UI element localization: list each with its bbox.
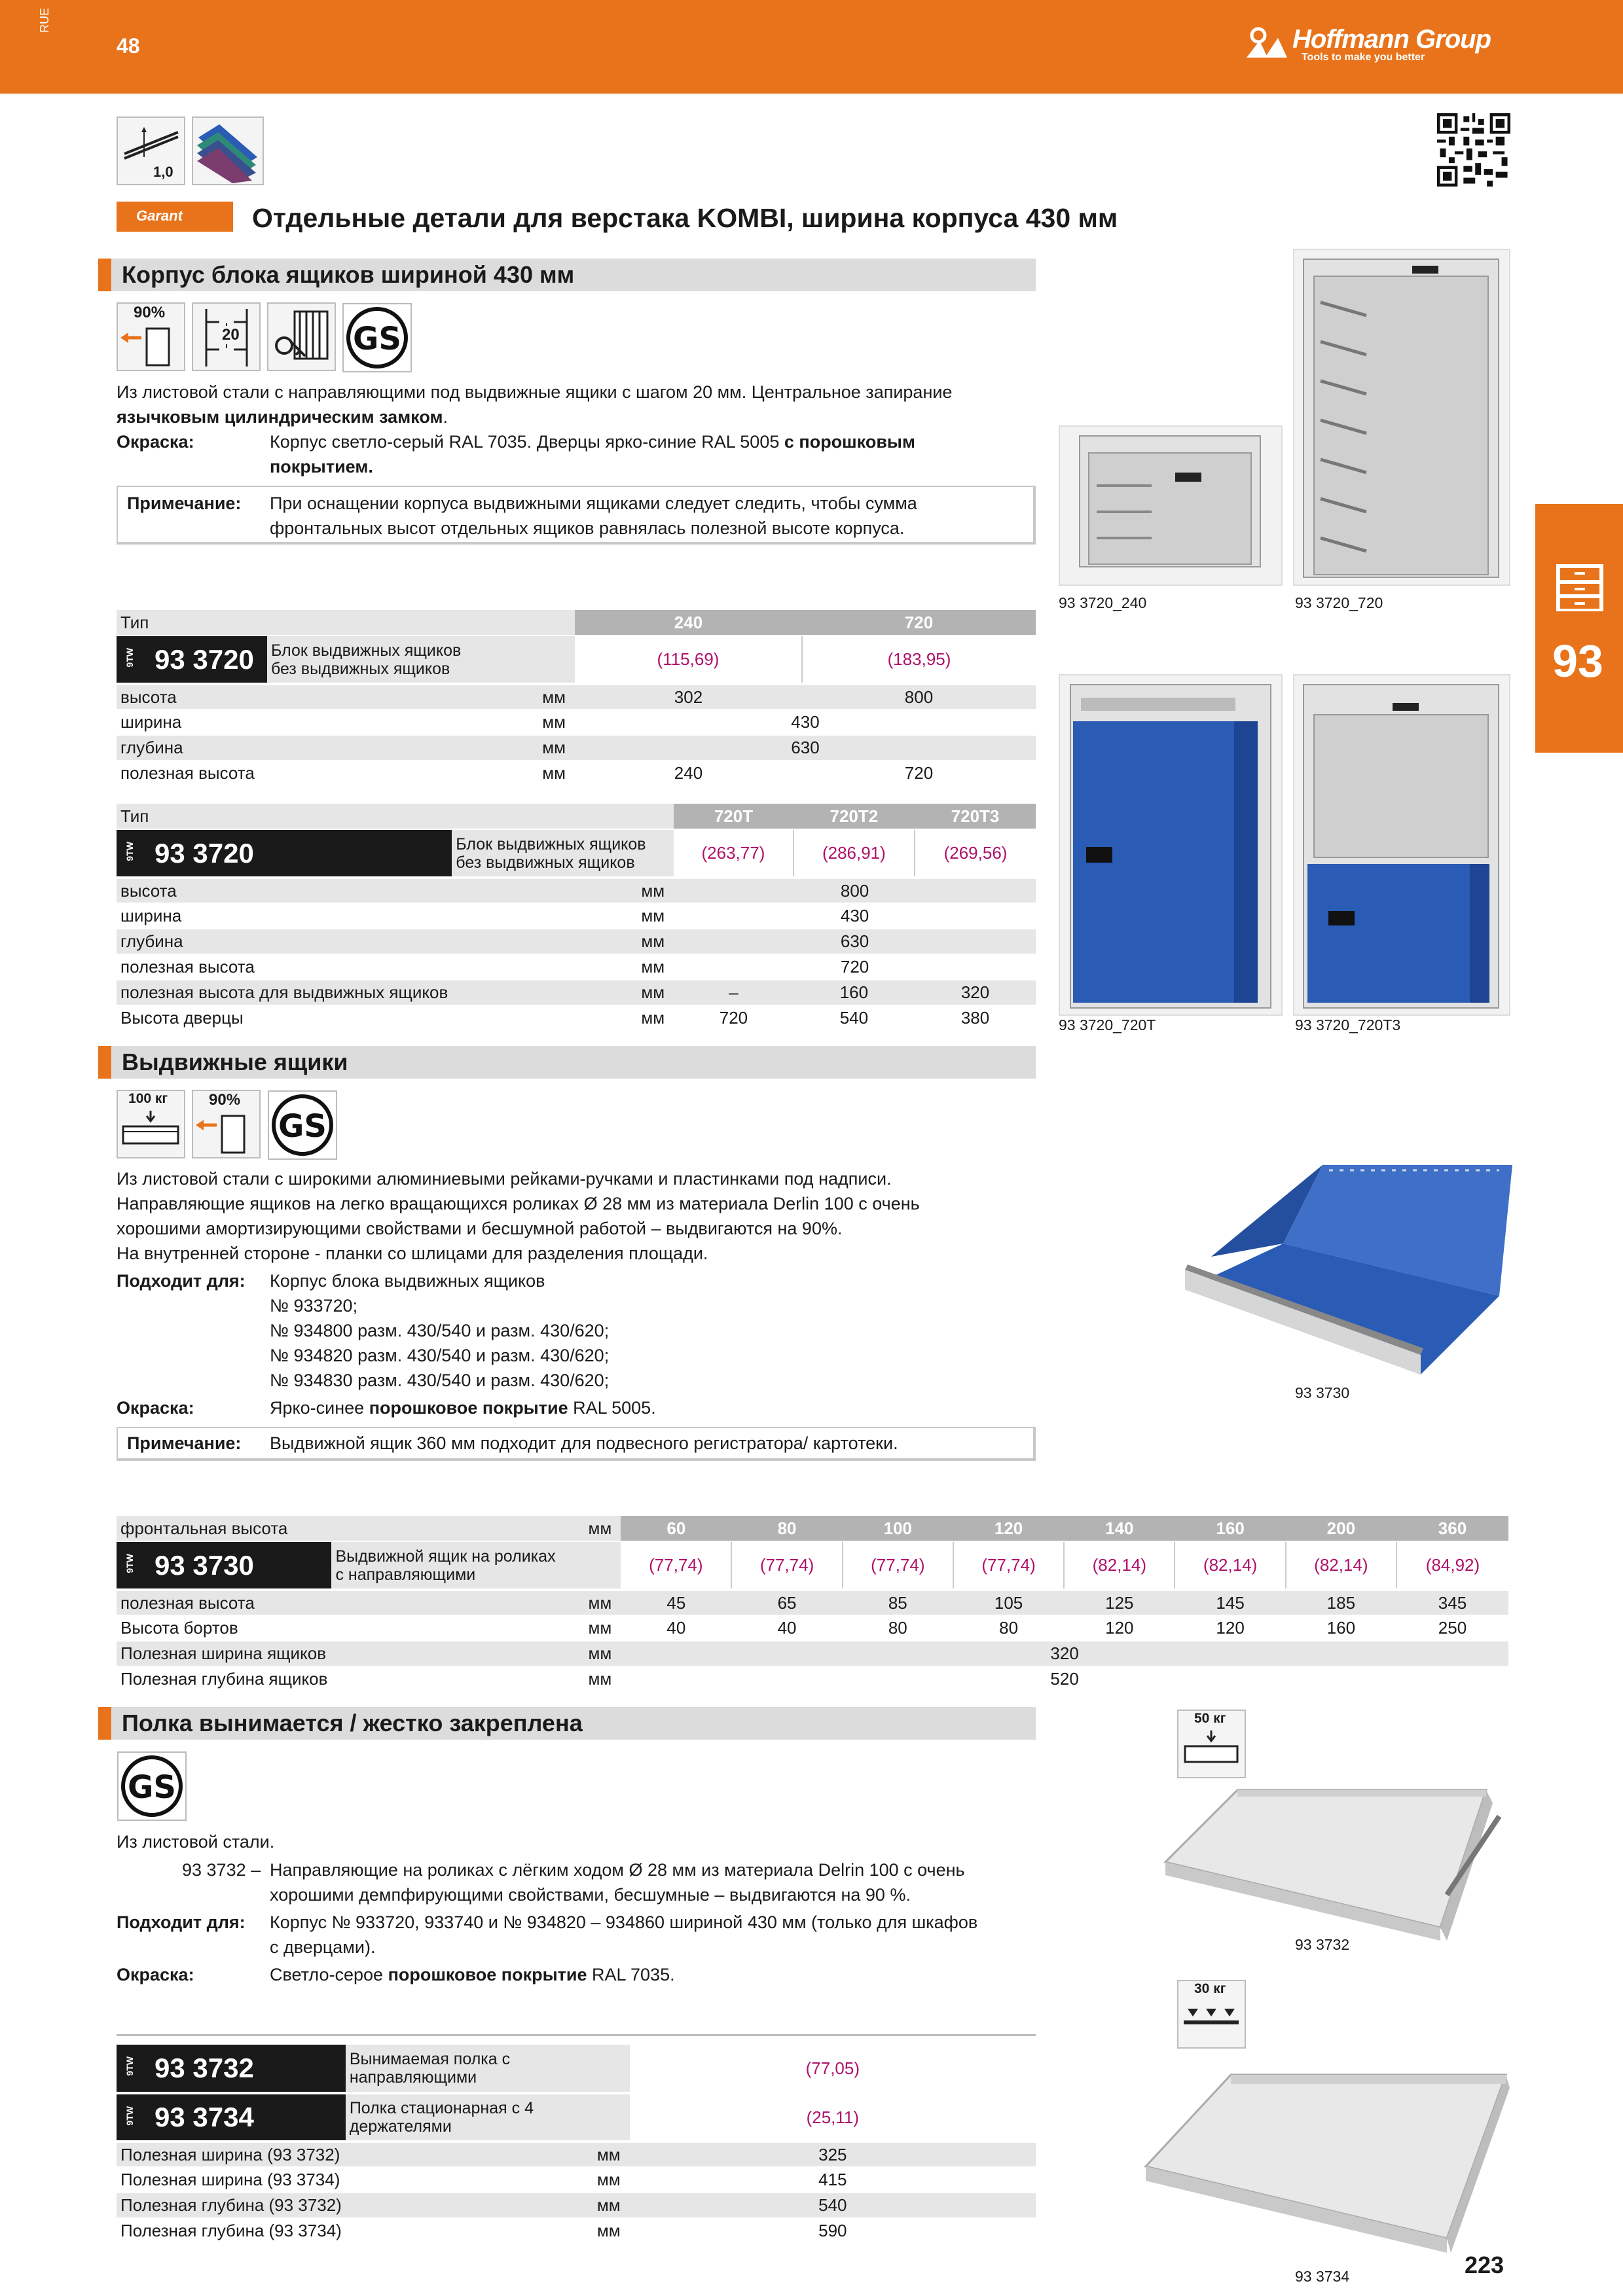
- col-header: 120: [953, 1516, 1064, 1541]
- cell-value: 345: [1396, 1590, 1508, 1615]
- cell-value: 430: [575, 709, 1036, 735]
- row-label: высота: [117, 878, 452, 903]
- central-lock-icon: [268, 304, 335, 370]
- section-heading-drawers: Выдвижные ящики: [98, 1046, 1036, 1079]
- shelves-item-line: хорошими демпфирующими свойствами, бесшумные – выдвигаются на 90 %.: [270, 1885, 911, 1905]
- cell-value: 325: [630, 2142, 1036, 2167]
- article-number[interactable]: 9TW 93 3720: [117, 829, 452, 878]
- cell-value: 80: [953, 1615, 1064, 1641]
- cell-value: 250: [1396, 1615, 1508, 1641]
- shelves-fits-line: Корпус № 933720, 933740 и № 934820 – 934860 шириной 430 мм (только для шкафов: [270, 1912, 978, 1932]
- svg-text:GS: GS: [353, 321, 401, 357]
- row-label: ширина: [117, 903, 452, 929]
- gs-safety-badge-2: [267, 1090, 338, 1160]
- row-unit: мм: [452, 903, 674, 929]
- cell-value: 160: [793, 980, 915, 1005]
- housing-table-2: [117, 804, 1036, 1031]
- cell-value: 630: [575, 735, 1036, 761]
- housing-paint-text: [270, 429, 1042, 479]
- cell-value: 720: [674, 954, 1036, 980]
- cell-value: 145: [1175, 1590, 1285, 1615]
- housing-desc-line2: язычковым цилиндрическим замком: [117, 407, 443, 427]
- load-value: 30 кг: [1194, 1981, 1226, 1996]
- central-lock-badge: [267, 302, 336, 371]
- load-50kg-badge: [1177, 1710, 1246, 1778]
- price-cell: (77,74): [731, 1541, 842, 1590]
- drawers-table: [117, 1516, 1508, 1693]
- language-code: RUE: [38, 7, 51, 33]
- footer-page-number: 223: [1465, 2251, 1504, 2278]
- housing-note-line2: фронтальных высот отдельных ящиков равнялась полезной высоте корпуса.: [270, 518, 905, 538]
- price-cell: (84,92): [1396, 1541, 1508, 1590]
- image-caption-720T: 93 3720_720T: [1059, 1016, 1156, 1033]
- housing-note-text: [270, 491, 917, 541]
- row-label: полезная высота: [117, 1590, 331, 1615]
- col-header: 200: [1286, 1516, 1396, 1541]
- cell-value: 320: [621, 1641, 1508, 1666]
- hoffmann-logo-icon: [1244, 26, 1290, 59]
- drawers-note-box: [117, 1427, 1036, 1461]
- cell-value: 185: [1286, 1590, 1396, 1615]
- price-cell: (77,74): [953, 1541, 1064, 1590]
- article-number[interactable]: 9TW 93 3732: [117, 2045, 346, 2093]
- article-description: Вынимаемая полка с направляющими: [346, 2045, 630, 2093]
- shelves-item-line: Направляющие на роликах с лёгким ходом Ø 28 мм из материала Delrin 100 с очень: [270, 1860, 965, 1880]
- col-header-720T3: 720T3: [915, 804, 1036, 829]
- col-header: 160: [1175, 1516, 1285, 1541]
- section-heading-shelves: Полка вынимается / жестко закреплена: [98, 1707, 1036, 1740]
- cell-value: 720: [674, 1005, 793, 1031]
- qr-code-icon[interactable]: [1437, 113, 1510, 187]
- row-unit: мм: [452, 929, 674, 954]
- col-header-720: 720: [802, 610, 1036, 636]
- cell-value: 120: [1175, 1615, 1285, 1641]
- cell-value: 125: [1064, 1590, 1175, 1615]
- price-cell: (82,14): [1064, 1541, 1175, 1590]
- extension-90-badge-2: [192, 1090, 261, 1158]
- drawers-note-text: Выдвижной ящик 360 мм подходит для подвесного регистратора/ картотеки.: [270, 1433, 898, 1453]
- article-number[interactable]: 9TW 93 3730: [117, 1541, 331, 1590]
- housing-note-line1: При оснащении корпуса выдвижными ящиками следует следить, чтобы сумма: [270, 493, 917, 513]
- pitch-value: 20: [222, 326, 240, 344]
- cell-value: 380: [915, 1005, 1036, 1031]
- article-description: Выдвижной ящик на роликах с направляющими: [331, 1541, 621, 1590]
- price-cell: (82,14): [1286, 1541, 1396, 1590]
- article-number[interactable]: 9TW 93 3734: [117, 2093, 346, 2142]
- price-720T3: (269,56): [915, 829, 1036, 878]
- cell-value: 720: [802, 761, 1036, 786]
- paint-pre: Ярко-синее: [270, 1398, 365, 1418]
- front-height-unit: мм: [331, 1516, 621, 1541]
- row-unit: мм: [346, 2167, 630, 2193]
- cell-value: –: [674, 980, 793, 1005]
- cell-value: 540: [793, 1005, 915, 1031]
- drawers-desc-line: На внутренней стороне - планки со шлицами для разделения площади.: [117, 1244, 708, 1263]
- sheet-thickness-icon: [118, 118, 184, 164]
- image-caption-shelf-3732: 93 3732: [1295, 1936, 1350, 1953]
- cell-value: 240: [575, 761, 802, 786]
- drawer-housing-240-image: [1060, 427, 1281, 584]
- svg-text:GS: GS: [278, 1108, 327, 1145]
- cell-value: 630: [674, 929, 1036, 954]
- row-label: Полезная глубина (93 3734): [117, 2218, 346, 2244]
- product-image-shelf-3734[interactable]: [1139, 2062, 1512, 2258]
- drawers-note-label: Примечание:: [127, 1433, 242, 1453]
- fits-item: Корпус блока выдвижных ящиков: [270, 1271, 545, 1291]
- col-header: 140: [1064, 1516, 1175, 1541]
- cell-value: 590: [630, 2218, 1036, 2244]
- cell-value: 800: [674, 878, 1036, 903]
- gs-safety-badge-3: [117, 1751, 187, 1821]
- page-title: Отдельные детали для верстака KOMBI, ширина корпуса 430 мм: [252, 203, 1118, 233]
- col-header-720T2: 720T2: [793, 804, 915, 829]
- fits-item: № 933720;: [270, 1296, 358, 1316]
- price-240: (115,69): [575, 636, 802, 684]
- housing-description: [117, 380, 1046, 429]
- cell-value: 40: [731, 1615, 842, 1641]
- garant-badge: Garant: [117, 202, 233, 232]
- product-image-240[interactable]: [1059, 425, 1283, 586]
- drawers-paint-text: [270, 1395, 656, 1420]
- row-unit: мм: [346, 2142, 630, 2167]
- housing-note-label: Примечание:: [127, 493, 242, 513]
- row-unit: мм: [331, 1666, 621, 1692]
- row-unit: мм: [452, 1005, 674, 1031]
- row-label: Полезная ширина (93 3732): [117, 2142, 346, 2167]
- drawers-description: [117, 1166, 1046, 1266]
- paint-bold: порошковое покрытие: [388, 1965, 587, 1984]
- cell-value: 415: [630, 2167, 1036, 2193]
- paint-pre: Светло-серое: [270, 1965, 384, 1984]
- drawers-desc-line: Из листовой стали с широкими алюминиевыми рейками-ручками и пластинками под надписи.: [117, 1169, 892, 1189]
- load-100kg-badge: [117, 1090, 185, 1158]
- drawer-housing-720T3-image: [1294, 675, 1509, 1014]
- row-label: Полезная ширина ящиков: [117, 1641, 331, 1666]
- row-label: глубина: [117, 929, 452, 954]
- sheet-thickness-badge: [117, 117, 185, 185]
- row-label: полезная высота для выдвижных ящиков: [117, 980, 452, 1005]
- pitch-20-badge: [192, 302, 261, 371]
- paint-post: RAL 5005.: [573, 1398, 656, 1418]
- article-description: Полка стационарная с 4 держателями: [346, 2093, 630, 2142]
- front-height-label: фронтальная высота: [117, 1516, 331, 1541]
- col-header: 80: [731, 1516, 842, 1541]
- shelves-desc: Из листовой стали.: [117, 1832, 275, 1852]
- extension-percent: 90%: [134, 304, 166, 321]
- load-30kg-badge: [1177, 1980, 1246, 2049]
- chapter-number: 93: [1552, 636, 1603, 687]
- article-description: Блок выдвижных ящиков без выдвижных ящиков: [267, 636, 575, 684]
- table-divider: [117, 2034, 1036, 2036]
- article-number[interactable]: 9TW 93 3720: [117, 636, 267, 684]
- typ-label: Тип: [117, 610, 575, 636]
- row-unit: мм: [346, 2193, 630, 2218]
- product-image-drawer[interactable]: [1172, 1158, 1512, 1384]
- cell-value: 800: [802, 684, 1036, 709]
- shelves-fits-label: Подходит для:: [117, 1912, 246, 1932]
- price-720T2: (286,91): [793, 829, 915, 878]
- housing-desc-line2-end: .: [443, 407, 448, 427]
- gs-certification-icon: [117, 1751, 187, 1821]
- row-unit: мм: [267, 735, 575, 761]
- shelves-item-text: [270, 1857, 1042, 1907]
- gs-certification-icon: [267, 1090, 338, 1160]
- drawer-housing-720-image: [1294, 250, 1509, 584]
- shelves-fits-line: с дверцами).: [270, 1937, 376, 1957]
- fits-item: № 934800 разм. 430/540 и разм. 430/620;: [270, 1321, 610, 1340]
- row-unit: мм: [452, 980, 674, 1005]
- image-caption-720T3: 93 3720_720T3: [1295, 1016, 1401, 1033]
- color-swatches: [192, 117, 264, 185]
- housing-table-1: [117, 610, 1036, 787]
- cell-value: 120: [1064, 1615, 1175, 1641]
- drawer-image: [1172, 1158, 1512, 1384]
- price-720: (183,95): [802, 636, 1036, 684]
- price-3732: (77,05): [630, 2045, 1036, 2093]
- row-unit: мм: [267, 761, 575, 786]
- fits-item: № 934820 разм. 430/540 и разм. 430/620;: [270, 1346, 610, 1365]
- row-label: высота: [117, 684, 267, 709]
- row-unit: мм: [267, 709, 575, 735]
- article-description: Блок выдвижных ящиков без выдвижных ящиков: [452, 829, 674, 878]
- drawers-paint-label: Окраска:: [117, 1398, 194, 1418]
- col-header: 100: [843, 1516, 953, 1541]
- price-cell: (82,14): [1175, 1541, 1285, 1590]
- drawer-cabinet-icon: [1554, 562, 1606, 614]
- brand-name: Hoffmann Group: [1292, 25, 1491, 54]
- housing-paint-label: Окраска:: [117, 432, 194, 452]
- shelves-item-number: 93 3732 –: [182, 1860, 261, 1880]
- image-caption-drawer: 93 3730: [1295, 1384, 1350, 1401]
- shelves-paint-label: Окраска:: [117, 1965, 194, 1984]
- drawer-housing-720T-image: [1060, 675, 1281, 1014]
- shelves-fits-text: [270, 1910, 1042, 1960]
- price-720T: (263,77): [674, 829, 793, 878]
- fits-item: № 934830 разм. 430/540 и разм. 430/620;: [270, 1371, 610, 1390]
- row-label: ширина: [117, 709, 267, 735]
- row-unit: мм: [452, 878, 674, 903]
- gs-safety-badge: [342, 302, 412, 373]
- row-unit: мм: [331, 1641, 621, 1666]
- row-label: полезная высота: [117, 954, 452, 980]
- cell-value: 105: [953, 1590, 1064, 1615]
- cell-value: 160: [1286, 1615, 1396, 1641]
- row-unit: мм: [267, 684, 575, 709]
- housing-paint-plain: Корпус светло-серый RAL 7035. Дверцы ярко-синие RAL 5005: [270, 432, 780, 452]
- price-3734: (25,11): [630, 2093, 1036, 2142]
- paint-bold: порошковое покрытие: [369, 1398, 568, 1418]
- cell-value: 65: [731, 1590, 842, 1615]
- cell-value: 40: [621, 1615, 731, 1641]
- row-label: Высота бортов: [117, 1615, 331, 1641]
- color-swatch-icon: [193, 118, 263, 184]
- cell-value: 80: [843, 1615, 953, 1641]
- chapter-tab[interactable]: [1535, 504, 1623, 753]
- image-caption-240: 93 3720_240: [1059, 594, 1147, 611]
- pull-out-shelf-image: [1159, 1777, 1512, 1944]
- drawers-desc-line: Направляющие ящиков на легко вращающихся роликах Ø 28 мм из материала Derlin 100 с очень: [117, 1194, 920, 1213]
- paint-post: RAL 7035.: [592, 1965, 675, 1984]
- row-label: полезная высота: [117, 761, 267, 786]
- drawers-desc-line: хорошими амортизирующими свойствами и бесшумной работой – выдвигаются на 90%.: [117, 1219, 843, 1238]
- price-cell: (77,74): [621, 1541, 731, 1590]
- cell-value: 430: [674, 903, 1036, 929]
- thickness-label: 1,0: [153, 164, 173, 180]
- row-unit: мм: [346, 2218, 630, 2244]
- shelves-paint-text: [270, 1962, 675, 1987]
- cell-value: 45: [621, 1590, 731, 1615]
- drawers-fits-label: Подходит для:: [117, 1271, 246, 1291]
- cell-value: 302: [575, 684, 802, 709]
- housing-paint-bold2: покрытием.: [270, 457, 373, 476]
- row-unit: мм: [331, 1590, 621, 1615]
- image-caption-720: 93 3720_720: [1295, 594, 1383, 611]
- col-header: 60: [621, 1516, 731, 1541]
- shelves-table: [117, 2045, 1036, 2244]
- col-header-720T: 720T: [674, 804, 793, 829]
- svg-text:GS: GS: [128, 1769, 176, 1806]
- housing-desc-line1: Из листовой стали с направляющими под выдвижные ящики с шагом 20 мм. Центральное запирание: [117, 382, 953, 402]
- cell-value: 85: [843, 1590, 953, 1615]
- brand-tagline: Tools to make you better: [1302, 52, 1425, 63]
- row-label: Полезная глубина (93 3732): [117, 2193, 346, 2218]
- header-page-number: 48: [117, 34, 140, 58]
- extension-percent: 90%: [209, 1091, 241, 1109]
- cell-value: 520: [621, 1666, 1508, 1692]
- row-unit: мм: [331, 1615, 621, 1641]
- image-caption-shelf-3734: 93 3734: [1295, 2268, 1350, 2285]
- product-image-720T[interactable]: [1059, 674, 1283, 1016]
- cell-value: 540: [630, 2193, 1036, 2218]
- brand-logo[interactable]: [1244, 25, 1491, 63]
- product-image-720T3[interactable]: [1293, 674, 1510, 1016]
- gs-certification-icon: [342, 302, 412, 373]
- row-label: Высота дверцы: [117, 1005, 452, 1031]
- product-image-shelf-3732[interactable]: [1159, 1777, 1512, 1944]
- row-unit: мм: [452, 954, 674, 980]
- fixed-shelf-image: [1139, 2062, 1512, 2258]
- row-label: Полезная глубина ящиков: [117, 1666, 331, 1692]
- row-label: глубина: [117, 735, 267, 761]
- housing-note-box: [117, 486, 1036, 545]
- col-header: 360: [1396, 1516, 1508, 1541]
- housing-paint-bold1: с порошковым: [784, 432, 915, 452]
- load-value: 50 кг: [1194, 1711, 1226, 1726]
- row-label: Полезная ширина (93 3734): [117, 2167, 346, 2193]
- col-header-240: 240: [575, 610, 802, 636]
- drawers-fits-list: [270, 1268, 609, 1393]
- load-value: 100 кг: [128, 1091, 168, 1106]
- cell-value: 320: [915, 980, 1036, 1005]
- section-heading-housing: Корпус блока ящиков шириной 430 мм: [98, 259, 1036, 291]
- price-cell: (77,74): [843, 1541, 953, 1590]
- extension-90-badge: [117, 302, 185, 371]
- typ-label: Тип: [117, 804, 674, 829]
- product-image-720[interactable]: [1293, 249, 1510, 586]
